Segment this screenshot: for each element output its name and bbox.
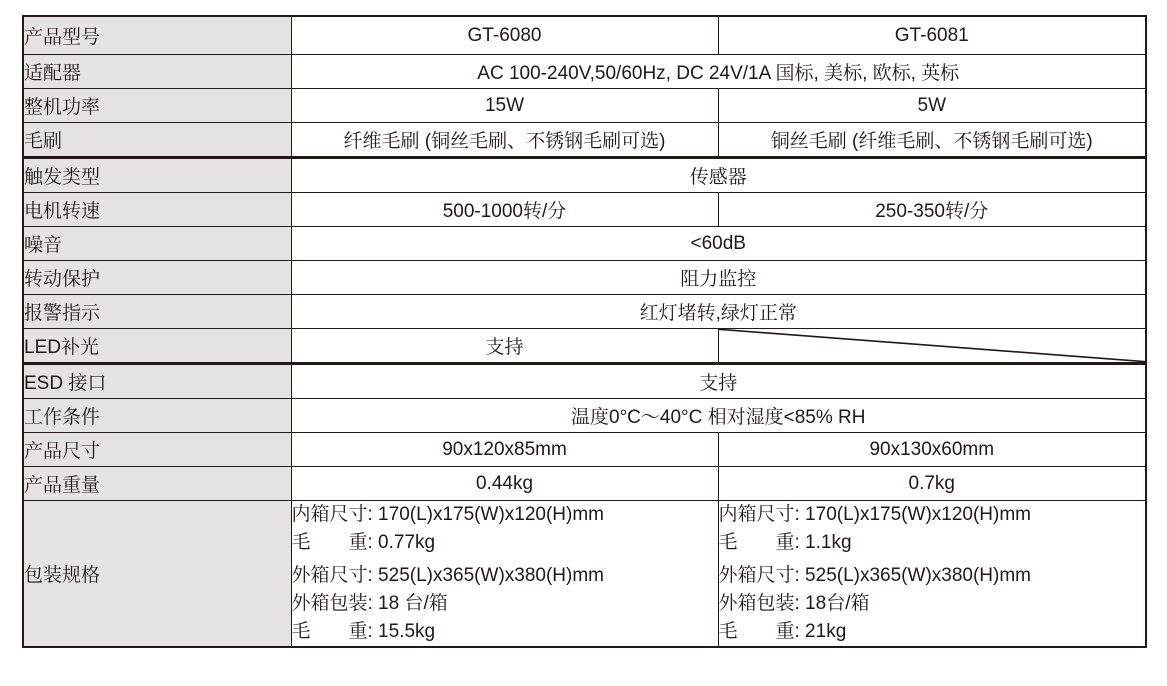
row-power-gt6080: 15W xyxy=(291,89,718,123)
row-led xyxy=(23,329,1146,364)
row-esd xyxy=(23,364,1146,399)
row-brush-gt6080: 纤维毛刷 (铜丝毛刷、不锈钢毛刷可选) xyxy=(291,123,718,158)
row-trigger-label: 触发类型 xyxy=(23,158,291,193)
packaging-line: 内箱尺寸: 170(L)x175(W)x120(H)mm xyxy=(291,504,604,525)
spec-sheet xyxy=(22,15,1147,648)
row-working-conditions-value: 温度0°C～40°C 相对湿度<85% RH xyxy=(291,399,1146,433)
packaging-line: 毛 重: 15.5kg xyxy=(291,621,436,642)
row-dimensions-label: 产品尺寸 xyxy=(23,433,291,467)
row-adapter-value: AC 100-240V,50/60Hz, DC 24V/1A 国标, 美标, 欧标, 英标 xyxy=(291,55,1146,89)
row-dimensions xyxy=(23,433,1146,467)
row-led-label: LED补光 xyxy=(23,329,291,364)
row-noise-value: <60dB xyxy=(291,227,1146,261)
row-working-conditions xyxy=(23,399,1146,433)
row-weight-gt6080: 0.44kg xyxy=(291,467,718,501)
row-power-label: 整机功率 xyxy=(23,89,291,123)
row-packaging-gt6080 xyxy=(291,501,718,648)
packaging-line: 毛 重: 0.77kg xyxy=(291,532,436,553)
row-packaging-gt6081 xyxy=(718,501,1146,648)
row-esd-label: ESD 接口 xyxy=(23,364,291,399)
row-noise-label: 噪音 xyxy=(23,227,291,261)
packaging-line: 外箱尺寸: 525(L)x365(W)x380(H)mm xyxy=(291,565,604,586)
row-model-label: 产品型号 xyxy=(23,16,291,55)
row-trigger xyxy=(23,158,1146,193)
row-brush-gt6081: 铜丝毛刷 (纤维毛刷、不锈钢毛刷可选) xyxy=(718,123,1146,158)
row-weight-gt6081: 0.7kg xyxy=(718,467,1146,501)
row-brush xyxy=(23,123,1146,158)
row-rotation-protection xyxy=(23,261,1146,295)
packaging-line: 外箱包装: 18 台/箱 xyxy=(291,593,448,614)
row-power-gt6081: 5W xyxy=(718,89,1146,123)
row-alarm xyxy=(23,295,1146,329)
packaging-line: 内箱尺寸: 170(L)x175(W)x120(H)mm xyxy=(718,504,1031,525)
na-diagonal-icon xyxy=(719,329,1146,362)
row-brush-label: 毛刷 xyxy=(23,123,291,158)
row-rotation-protection-label: 转动保护 xyxy=(23,261,291,295)
row-packaging-label: 包装规格 xyxy=(23,501,291,648)
row-weight-label: 产品重量 xyxy=(23,467,291,501)
packaging-line: 毛 重: 21kg xyxy=(718,621,847,642)
row-power xyxy=(23,89,1146,123)
row-led-gt6080: 支持 xyxy=(291,329,718,364)
row-model-gt6081: GT-6081 xyxy=(718,16,1146,55)
packaging-line: 外箱包装: 18台/箱 xyxy=(718,593,870,614)
row-adapter-label: 适配器 xyxy=(23,55,291,89)
row-adapter xyxy=(23,55,1146,89)
row-alarm-value: 红灯堵转,绿灯正常 xyxy=(291,295,1146,329)
row-trigger-value: 传感器 xyxy=(291,158,1146,193)
row-motor-speed xyxy=(23,193,1146,227)
packaging-line: 外箱尺寸: 525(L)x365(W)x380(H)mm xyxy=(718,565,1031,586)
row-rotation-protection-value: 阻力监控 xyxy=(291,261,1146,295)
row-noise xyxy=(23,227,1146,261)
packaging-line: 毛 重: 1.1kg xyxy=(718,532,852,553)
row-dimensions-gt6081: 90x130x60mm xyxy=(718,433,1146,467)
row-model xyxy=(23,16,1146,55)
row-alarm-label: 报警指示 xyxy=(23,295,291,329)
row-model-gt6080: GT-6080 xyxy=(291,16,718,55)
row-dimensions-gt6080: 90x120x85mm xyxy=(291,433,718,467)
row-motor-speed-gt6081: 250-350转/分 xyxy=(718,193,1146,227)
row-packaging xyxy=(23,501,1146,648)
row-motor-speed-gt6080: 500-1000转/分 xyxy=(291,193,718,227)
row-led-gt6081 xyxy=(718,329,1146,364)
product-spec-table xyxy=(22,15,1147,648)
row-esd-value: 支持 xyxy=(291,364,1146,399)
row-motor-speed-label: 电机转速 xyxy=(23,193,291,227)
row-working-conditions-label: 工作条件 xyxy=(23,399,291,433)
row-weight xyxy=(23,467,1146,501)
